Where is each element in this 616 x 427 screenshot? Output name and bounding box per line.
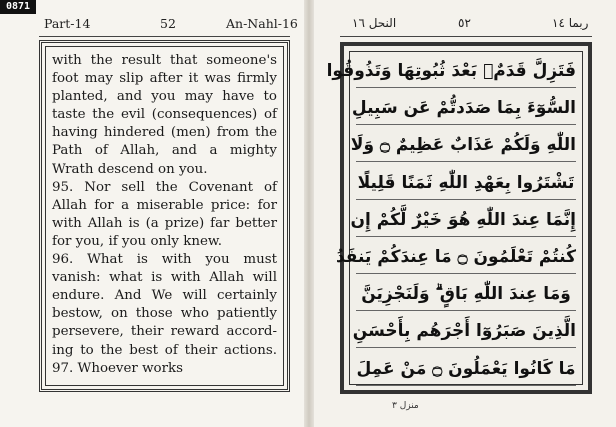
book-spine — [304, 0, 314, 427]
translation-frame — [39, 40, 290, 392]
arabic-line: فَتَزِلَّ قَدَمٌۢ بَعْدَ ثُبُوتِهَا وَتَذُوقُوا — [356, 56, 576, 88]
left-header-surah: An-Nahl-16 — [226, 16, 298, 31]
translation-line: planted, and you may have to — [52, 89, 277, 105]
left-header-page: 52 — [160, 16, 176, 31]
translation-line: persevere, their reward accord- — [52, 324, 277, 340]
translation-line: 97. Whoever works — [52, 360, 183, 376]
left-header-rule — [39, 36, 290, 37]
arabic-frame — [326, 42, 592, 394]
right-header-rule — [340, 36, 592, 37]
arabic-text — [326, 51, 583, 385]
translation-text — [45, 46, 284, 386]
arabic-line: وَمَا عِندَ اللّٰهِ بَاقٍ ۗ وَلَنَجْزِيَنَّ — [356, 279, 576, 311]
translation-line: with Allah is (a prize) far better — [52, 215, 277, 231]
manzil-marker: منزل ٣ — [392, 401, 419, 411]
arabic-line: السُّوٓءَ بِمَا صَدَدتُّمْ عَن سَبِيلِ — [356, 93, 576, 125]
arabic-line: إِنَّمَا عِندَ اللّٰهِ هُوَ خَيْرٌ لَّكُمْ إِن — [356, 205, 576, 237]
arabic-line: الَّذِينَ صَبَرُوٓا أَجْرَهُم بِأَحْسَنِ — [356, 316, 576, 348]
translation-line: with the result that someone's — [52, 53, 277, 68]
translation-line: Allah for a miserable price: for — [52, 197, 277, 213]
translation-line: foot may slip after it was firmly — [52, 71, 277, 87]
translation-line: 96. What is with you must — [52, 252, 277, 268]
translation-line: bestow, on those who patiently — [52, 306, 277, 322]
translation-line: 95. Nor sell the Covenant of — [52, 179, 277, 195]
translation-line: vanish: what is with Allah will — [52, 270, 277, 286]
left-header-part: Part-14 — [44, 16, 91, 31]
arabic-line: كُنتُمْ تَعْلَمُونَ ۝ مَا عِندَكُمْ يَنفَدُ — [356, 242, 576, 274]
right-header-part: ربما ١٤ — [552, 16, 589, 30]
right-header-page: ٥٢ — [458, 16, 471, 30]
translation-line: Wrath descend on you. — [52, 161, 208, 177]
translation-line: having hindered (men) from the — [52, 125, 277, 141]
arabic-line: مَا كَانُوا يَعْمَلُونَ ۝ مَنْ عَمِلَ — [356, 354, 576, 386]
arabic-line: تَشْتَرُوا بِعَهْدِ اللّٰهِ ثَمَنًا قَلِيلًا — [356, 168, 576, 200]
translation-line: taste the evil (consequences) of — [52, 107, 277, 123]
translation-line: ing to the best of their actions. — [52, 342, 277, 358]
arabic-line: اللّٰهِ وَلَكُمْ عَذَابٌ عَظِيمٌ ۝ وَلَا — [356, 130, 576, 162]
right-header-surah: النحل ١٦ — [352, 16, 397, 30]
translation-line: Path of Allah, and a mighty — [52, 143, 277, 159]
corner-tag: 0871 — [0, 0, 36, 14]
translation-line: endure. And We will certainly — [52, 288, 277, 304]
translation-line: for you, if you only knew. — [52, 233, 223, 249]
